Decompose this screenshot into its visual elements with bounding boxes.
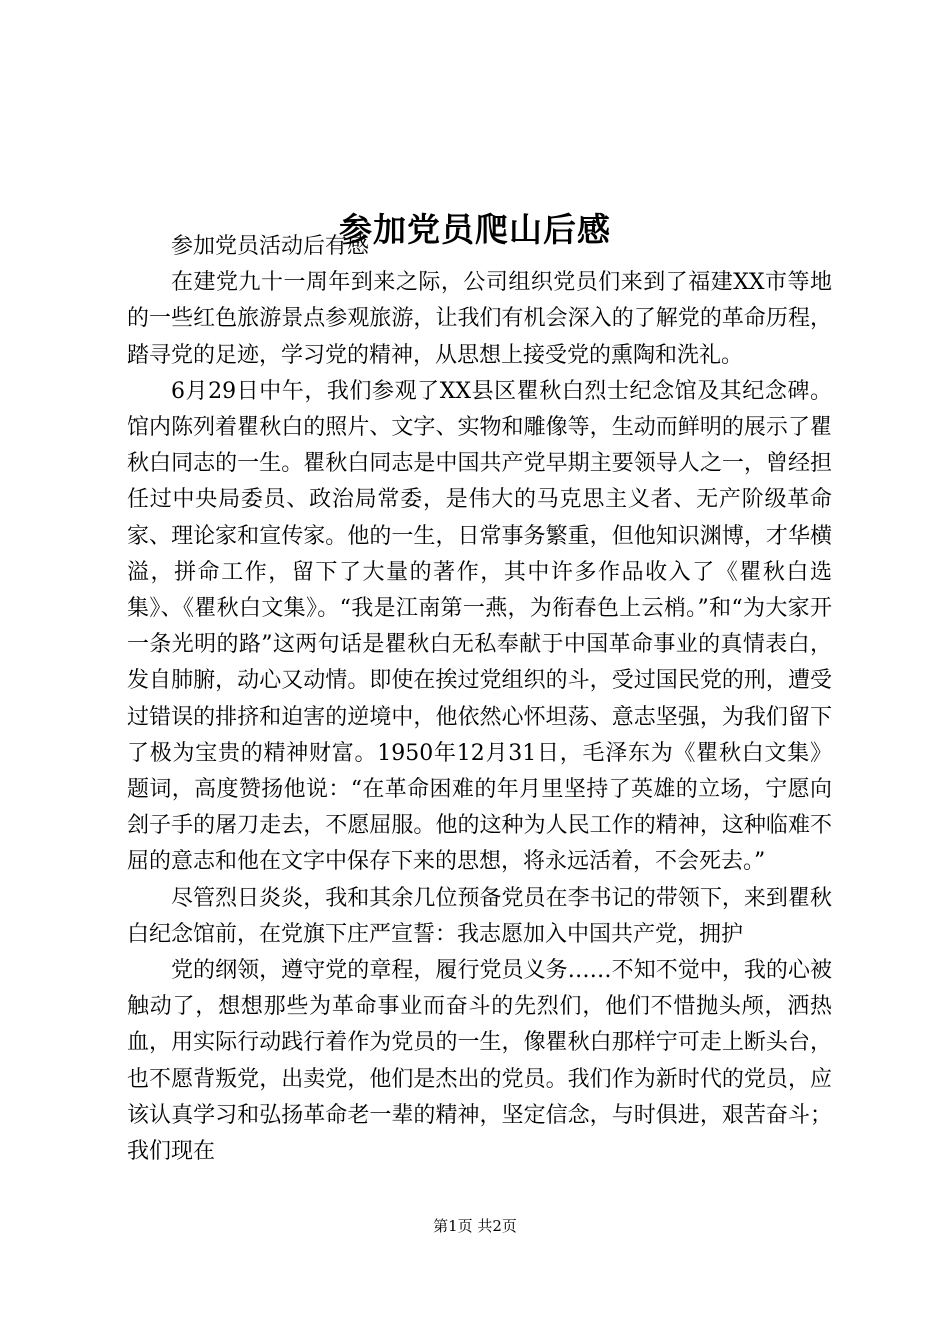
document-body — [127, 229, 832, 1170]
page-number-footer: 第1页 共2页 — [433, 1217, 517, 1235]
document-title: 参加党员爬山后感 — [339, 210, 611, 250]
paragraph-subtitle: 参加党员活动后有感 — [171, 234, 370, 259]
paragraph-oath: 尽管烈日炎炎，我和其余几位预备党员在李书记的带领下，来到瞿秋白纪念馆前，在党旗下庄严宣誓：我志愿加入中国共产党，拥护 — [127, 885, 832, 947]
paragraph-memorial-visit: 6月29日中午，我们参观了XX县区瞿秋白烈士纪念馆及其纪念碑。馆内陈列着瞿秋白的照片、文字、实物和雕像等，生动而鲜明的展示了瞿秋白同志的一生。瞿秋白同志是中国共产党早期主要领导人之一，曾经担任过中央局委员、政治局常委，是伟大的马克思主义者、无产阶级革命家、理论家和宣传家。他的一生，日常事务繁重，但他知识渊博，才华横溢，拼命工作，留下了大量的著作，其中许多作品收入了《瞿秋白选集》、《瞿秋白文集》。“我是江南第一燕，为衔春色上云梢。”和“为大家开一条光明的路”这两句话是瞿秋白无私奉献于中国革命事业的真情表白，发自肺腑，动心又动情。即使在挨过党组织的斗，受过国民党的刑，遭受过错误的排挤和迫害的逆境中，他依然心怀坦荡、意志坚强，为我们留下了极为宝贵的精神财富。1950年12月31日，毛泽东为《瞿秋白文集》题词，高度赞扬他说：“在革命困难的年月里坚持了英雄的立场，宁愿向刽子手的屠刀走去，不愿屈服。他的这种为人民工作的精神，这种临难不屈的意志和他在文字中保存下来的思想，将永远活着，不会死去。” — [127, 378, 832, 875]
paragraph-reflection: 党的纲领，遵守党的章程，履行党员义务……不知不觉中，我的心被触动了，想想那些为革命事业而奋斗的先烈们，他们不惜抛头颅，洒热血，用实际行动践行着作为党员的一生，像瞿秋白那样宁可走上断头台，也不愿背叛党，出卖党，他们是杰出的党员。我们作为新时代的党员，应该认真学习和弘扬革命老一辈的精神，坚定信念，与时俱进，艰苦奋斗；我们现在 — [127, 958, 832, 1165]
paragraph-intro: 在建党九十一周年到来之际，公司组织党员们来到了福建XX市等地的一些红色旅游景点参观旅游，让我们有机会深入的了解党的革命历程，踏寻党的足迹，学习党的精神，从思想上接受党的熏陶和洗礼。 — [127, 270, 832, 368]
